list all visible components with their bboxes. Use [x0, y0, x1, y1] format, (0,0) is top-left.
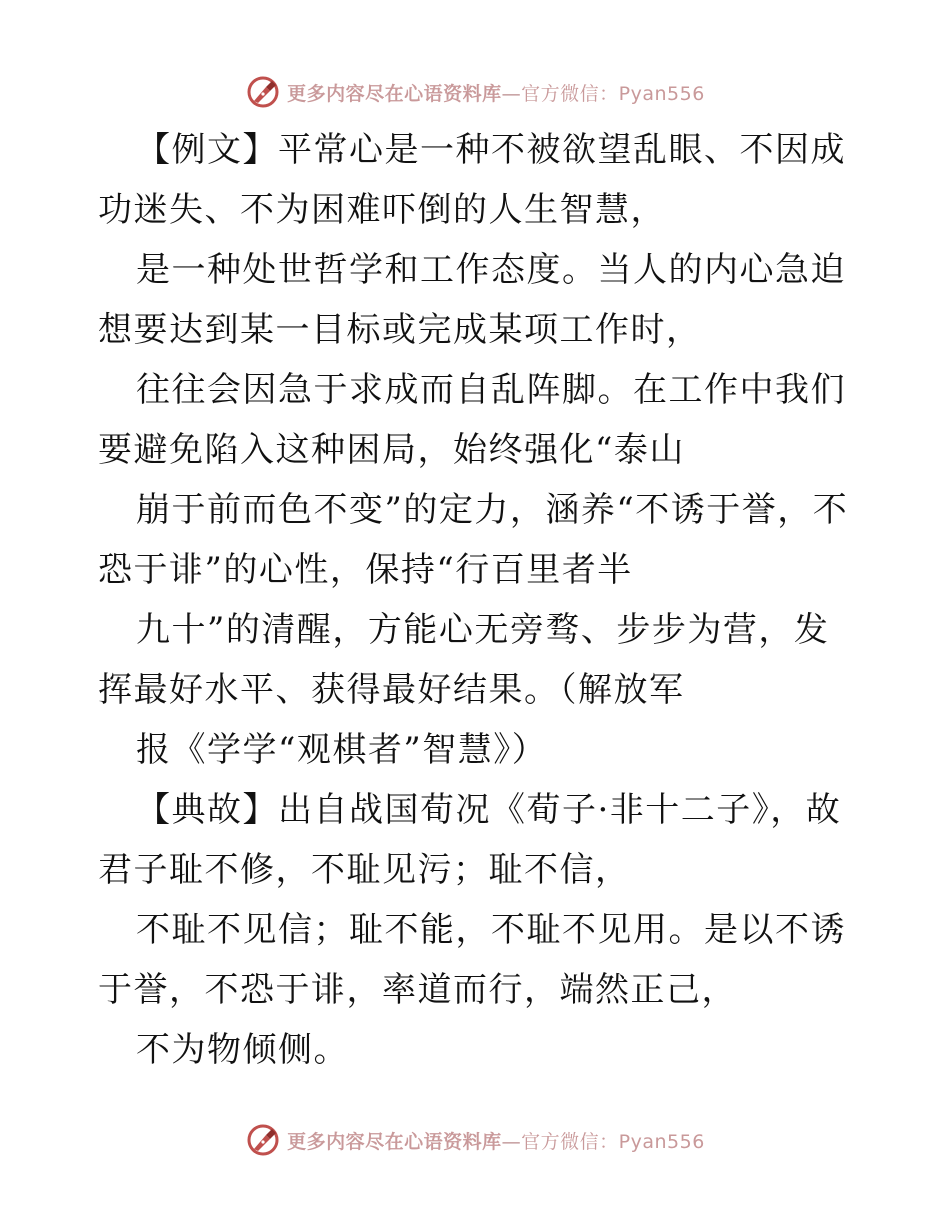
header-banner-content	[245, 74, 705, 110]
pen-nib-circle-icon	[245, 1122, 281, 1158]
banner-text	[287, 1127, 705, 1154]
paragraph: 【典故】出自战国荀况《荀子·非十二子》，故君子耻不修，不耻见污；耻不信，	[98, 790, 842, 890]
footer-banner-content	[245, 1122, 705, 1158]
banner-text	[287, 79, 705, 106]
paragraph: 九十”的清醒，方能心无旁骛、步步为营，发挥最好水平、获得最好结果。（解放军	[98, 610, 830, 710]
banner-wechat-text: 官方微信：Pyan556	[521, 1130, 705, 1153]
paragraph: 不耻不见信；耻不能，不耻不见用。是以不诱于誉，不恐于诽，率道而行，端然正己，	[98, 910, 846, 1010]
paragraph: 【例文】平常心是一种不被欲望乱眼、不因成功迷失、不为困难吓倒的人生智慧，	[98, 130, 846, 230]
header-banner	[0, 72, 950, 112]
pen-nib-circle-icon	[245, 74, 281, 110]
banner-main-text: 更多内容尽在心语资料库	[287, 82, 502, 105]
paragraph: 不为物倾侧。	[136, 1030, 349, 1070]
footer-banner	[0, 1120, 950, 1160]
paragraph: 是一种处世哲学和工作态度。当人的内心急迫想要达到某一目标或完成某项工作时，	[98, 250, 846, 350]
banner-separator: —	[501, 82, 522, 105]
banner-separator: —	[501, 1130, 522, 1153]
document-body	[98, 120, 858, 1080]
paragraph: 报《学学“观棋者”智慧》）	[136, 730, 548, 770]
banner-main-text: 更多内容尽在心语资料库	[287, 1130, 502, 1153]
banner-wechat-text: 官方微信：Pyan556	[521, 82, 705, 105]
paragraph: 往往会因急于求成而自乱阵脚。在工作中我们要避免陷入这种困局，始终强化“泰山	[98, 370, 846, 470]
paragraph: 崩于前而色不变”的定力，涵养“不诱于誉，不恐于诽”的心性，保持“行百里者半	[98, 490, 849, 590]
